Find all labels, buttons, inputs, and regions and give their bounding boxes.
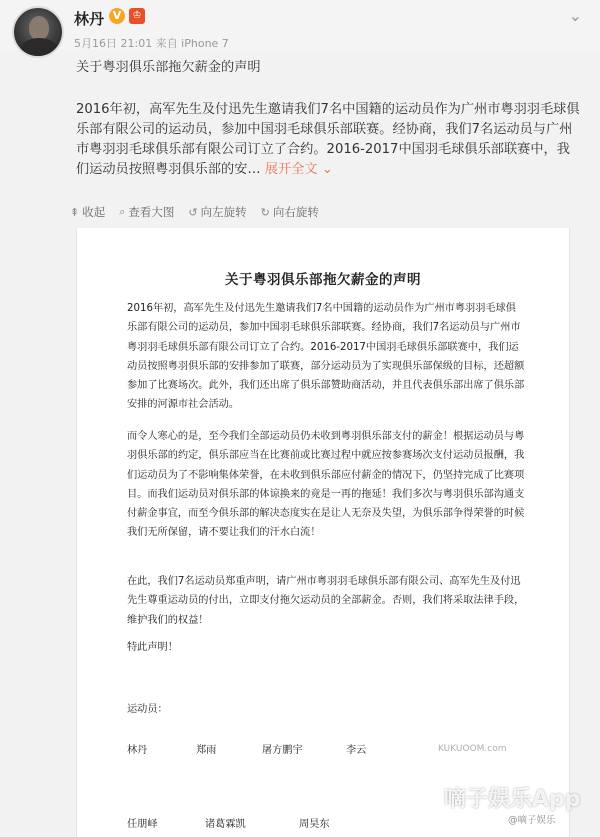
post-title-text: 关于粤羽俱乐部拖欠薪金的声明	[76, 60, 261, 75]
expand-link[interactable]: 展开全文 ⌄	[264, 162, 333, 177]
view-large-label: 查看大图	[128, 205, 175, 219]
vip-icon: ♔	[129, 8, 145, 24]
document-paragraph-1: 2016年初，高军先生及付迅先生邀请我们7名中国籍的运动员作为广州市粤羽羽毛球俱乐部有限公司的运动员，参加中国羽毛球俱乐部联赛。经协商，我们7名运动员与广州市粤羽羽毛球俱乐部有限公司订立了合约。2016-2017中国羽毛球俱乐部联赛中，我们运动员按照粤羽俱乐部的安排参加了联赛，部分运动员为了实现俱乐部保级的目标，还超额参加了比赛场次。此外，我们还出席了俱乐部赞助商活动，并且代表俱乐部出席了俱乐部安排的河源市社会活动。	[127, 303, 525, 411]
collapse-label: 收起	[82, 205, 106, 219]
avatar[interactable]	[12, 6, 64, 58]
magnifier-icon: ⌕	[119, 205, 126, 218]
athlete-name: 郑雨	[196, 745, 217, 756]
athlete-name: 李云	[346, 745, 367, 756]
rotate-right-icon: ↻	[260, 205, 270, 219]
rotate-left-button[interactable]	[188, 202, 246, 222]
rotate-right-button[interactable]	[261, 202, 319, 222]
collapse-icon: ⇞	[70, 205, 80, 219]
post-header	[0, 0, 600, 50]
watermark-weibo: @嘀子娱乐	[508, 815, 556, 826]
athletes-label: 运动员：	[127, 704, 168, 715]
document-paragraph-3: 在此，我们7名运动员郑重声明，请广州市粤羽羽毛球俱乐部有限公司、高军先生及付迅先生尊重运动员的付出，立即支付拖欠运动员的全部薪金。否则，我们将采取法律手段，维护我们的权益！	[127, 576, 525, 626]
avatar-head	[29, 16, 49, 40]
post-body-text: 2016年初，高军先生及付迅先生邀请我们7名中国籍的运动员作为广州市粤羽羽毛球俱乐部有限公司的运动员，参加中国羽毛球俱乐部联赛。经协商，我们7名运动员与广州市粤羽羽毛球俱乐部有限公司订立了合约。2016-2017中国羽毛球俱乐部联赛中，我们运动员按照粤羽俱乐部的安…	[76, 102, 580, 177]
rotate-right-label: 向右旋转	[272, 205, 319, 219]
athlete-name: 林丹	[127, 745, 148, 756]
athlete-name: 任朋峄	[127, 819, 158, 830]
document-paragraph-2: 而令人寒心的是，至今我们全部运动员仍未收到粤羽俱乐部支付的薪金！根据运动员与粤羽俱乐部的约定，俱乐部应当在比赛前或比赛过程中就应按参赛场次支付运动员报酬，我们运动员为了不影响集体荣誉，在未收到俱乐部应付薪金的情况下，仍坚持完成了比赛项目。而我们运动员对俱乐部的体谅换来的竟是一再的拖延！我们多次与粤羽俱乐部沟通支付薪金事宜，而至今俱乐部的解决态度实在是让人无奈及失望，为俱乐部争得荣誉的时候我们无所保留，请不要让我们的汗水白流！	[127, 431, 525, 539]
post-meta: 5月16日 21:01 来自 iPhone 7	[74, 37, 229, 50]
post-body	[76, 100, 581, 180]
post-title	[76, 58, 581, 98]
collapse-button[interactable]	[70, 202, 105, 222]
athlete-name: 诸葛霖凯	[205, 819, 246, 830]
rotate-left-icon: ↺	[188, 205, 198, 219]
athlete-name: 屠方鹏宇	[262, 745, 303, 756]
document-paragraph-4: 特此声明！	[127, 642, 178, 653]
image-toolbar	[70, 202, 319, 222]
verified-icon: V	[109, 8, 125, 24]
watermark-app: 嘀子娱乐App	[444, 787, 581, 812]
rotate-left-label: 向左旋转	[200, 205, 247, 219]
username[interactable]: 林丹	[74, 10, 105, 28]
view-large-button[interactable]	[119, 202, 174, 222]
watermark-small: KUKUOOM.com	[438, 744, 507, 754]
avatar-body	[20, 38, 58, 58]
chevron-down-icon[interactable]: ⌄	[568, 6, 582, 25]
athlete-name: 周昊东	[299, 819, 330, 830]
document-title: 关于粤羽俱乐部拖欠薪金的声明	[225, 272, 421, 288]
